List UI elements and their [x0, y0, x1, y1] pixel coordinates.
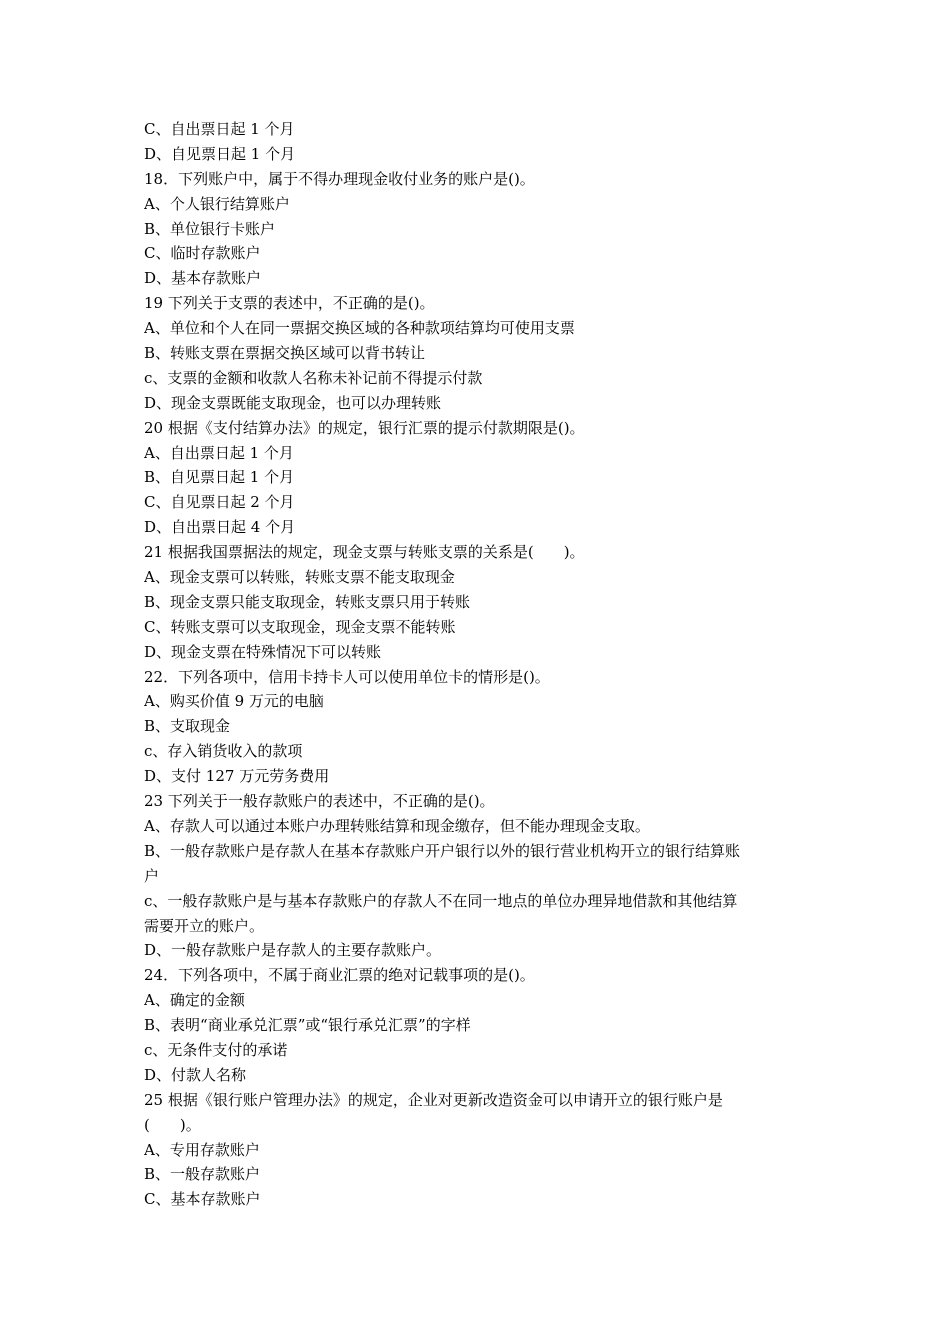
option-line: B、单位银行卡账户 [144, 219, 276, 238]
option-line-continued: 需要开立的账户。 [144, 916, 265, 935]
option-line: B、现金支票只能支取现金，转账支票只用于转账 [144, 592, 471, 611]
option-line: A、现金支票可以转账，转账支票不能支取现金 [144, 568, 455, 587]
option-line: B、一般存款账户 [144, 1165, 261, 1184]
option-line: C、自见票日起 2 个月 [144, 493, 295, 512]
option-line: C、临时存款账户 [144, 244, 261, 263]
question-line: 23 下列关于一般存款账户的表述中，不正确的是()。 [144, 792, 495, 811]
option-line: B、表明“商业承兑汇票”或“银行承兑汇票”的字样 [144, 1016, 471, 1035]
question-line: 22．下列各项中，信用卡持卡人可以使用单位卡的情形是()。 [144, 667, 550, 686]
option-line: B、转账支票在票据交换区域可以背书转让 [144, 344, 426, 363]
option-line: A、自出票日起 1 个月 [144, 443, 294, 462]
question-line-continued: ( )。 [144, 1115, 201, 1134]
question-line: 20 根据《支付结算办法》的规定，银行汇票的提示付款期限是()。 [144, 418, 585, 437]
document-page [144, 117, 814, 1212]
option-line: A、单位和个人在同一票据交换区域的各种款项结算均可使用支票 [144, 319, 575, 338]
option-line-continued: 户 [144, 866, 160, 885]
option-line: A、个人银行结算账户 [144, 194, 290, 213]
option-line: C、转账支票可以支取现金，现金支票不能转账 [144, 617, 456, 636]
option-line: A、确定的金额 [144, 991, 245, 1010]
option-line: B、自见票日起 1 个月 [144, 468, 295, 487]
option-line: D、自见票日起 1 个月 [144, 144, 296, 163]
option-line: c、无条件支付的承诺 [144, 1040, 288, 1059]
option-line: D、现金支票既能支取现金，也可以办理转账 [144, 393, 442, 412]
option-line: c、支票的金额和收款人名称未补记前不得提示付款 [144, 368, 483, 387]
option-line: c、一般存款账户是与基本存款账户的存款人不在同一地点的单位办理异地借款和其他结算 [144, 891, 738, 910]
option-line: c、存入销货收入的款项 [144, 742, 303, 761]
option-line: D、一般存款账户是存款人的主要存款账户。 [144, 941, 442, 960]
question-line: 18．下列账户中，属于不得办理现金收付业务的账户是()。 [144, 169, 535, 188]
question-line: 19 下列关于支票的表述中，不正确的是()。 [144, 294, 435, 313]
option-line: B、支取现金 [144, 717, 231, 736]
option-line: D、基本存款账户 [144, 269, 262, 288]
option-line: A、专用存款账户 [144, 1140, 260, 1159]
question-line: 25 根据《银行账户管理办法》的规定，企业对更新改造资金可以申请开立的银行账户是 [144, 1090, 723, 1109]
option-line: A、存款人可以通过本账户办理转账结算和现金缴存，但不能办理现金支取。 [144, 816, 650, 835]
option-line: D、现金支票在特殊情况下可以转账 [144, 642, 382, 661]
question-line: 24．下列各项中，不属于商业汇票的绝对记载事项的是()。 [144, 966, 535, 985]
option-line: D、自出票日起 4 个月 [144, 518, 296, 537]
option-line: A、购买价值 9 万元的电脑 [144, 692, 324, 711]
option-line: C、自出票日起 1 个月 [144, 120, 295, 138]
option-line: C、基本存款账户 [144, 1190, 261, 1209]
option-line: D、支付 127 万元劳务费用 [144, 767, 330, 786]
question-line: 21 根据我国票据法的规定，现金支票与转账支票的关系是( )。 [144, 543, 585, 562]
option-line: B、一般存款账户是存款人在基本存款账户开户银行以外的银行营业机构开立的银行结算账 [144, 841, 741, 860]
option-line: D、付款人名称 [144, 1065, 247, 1084]
